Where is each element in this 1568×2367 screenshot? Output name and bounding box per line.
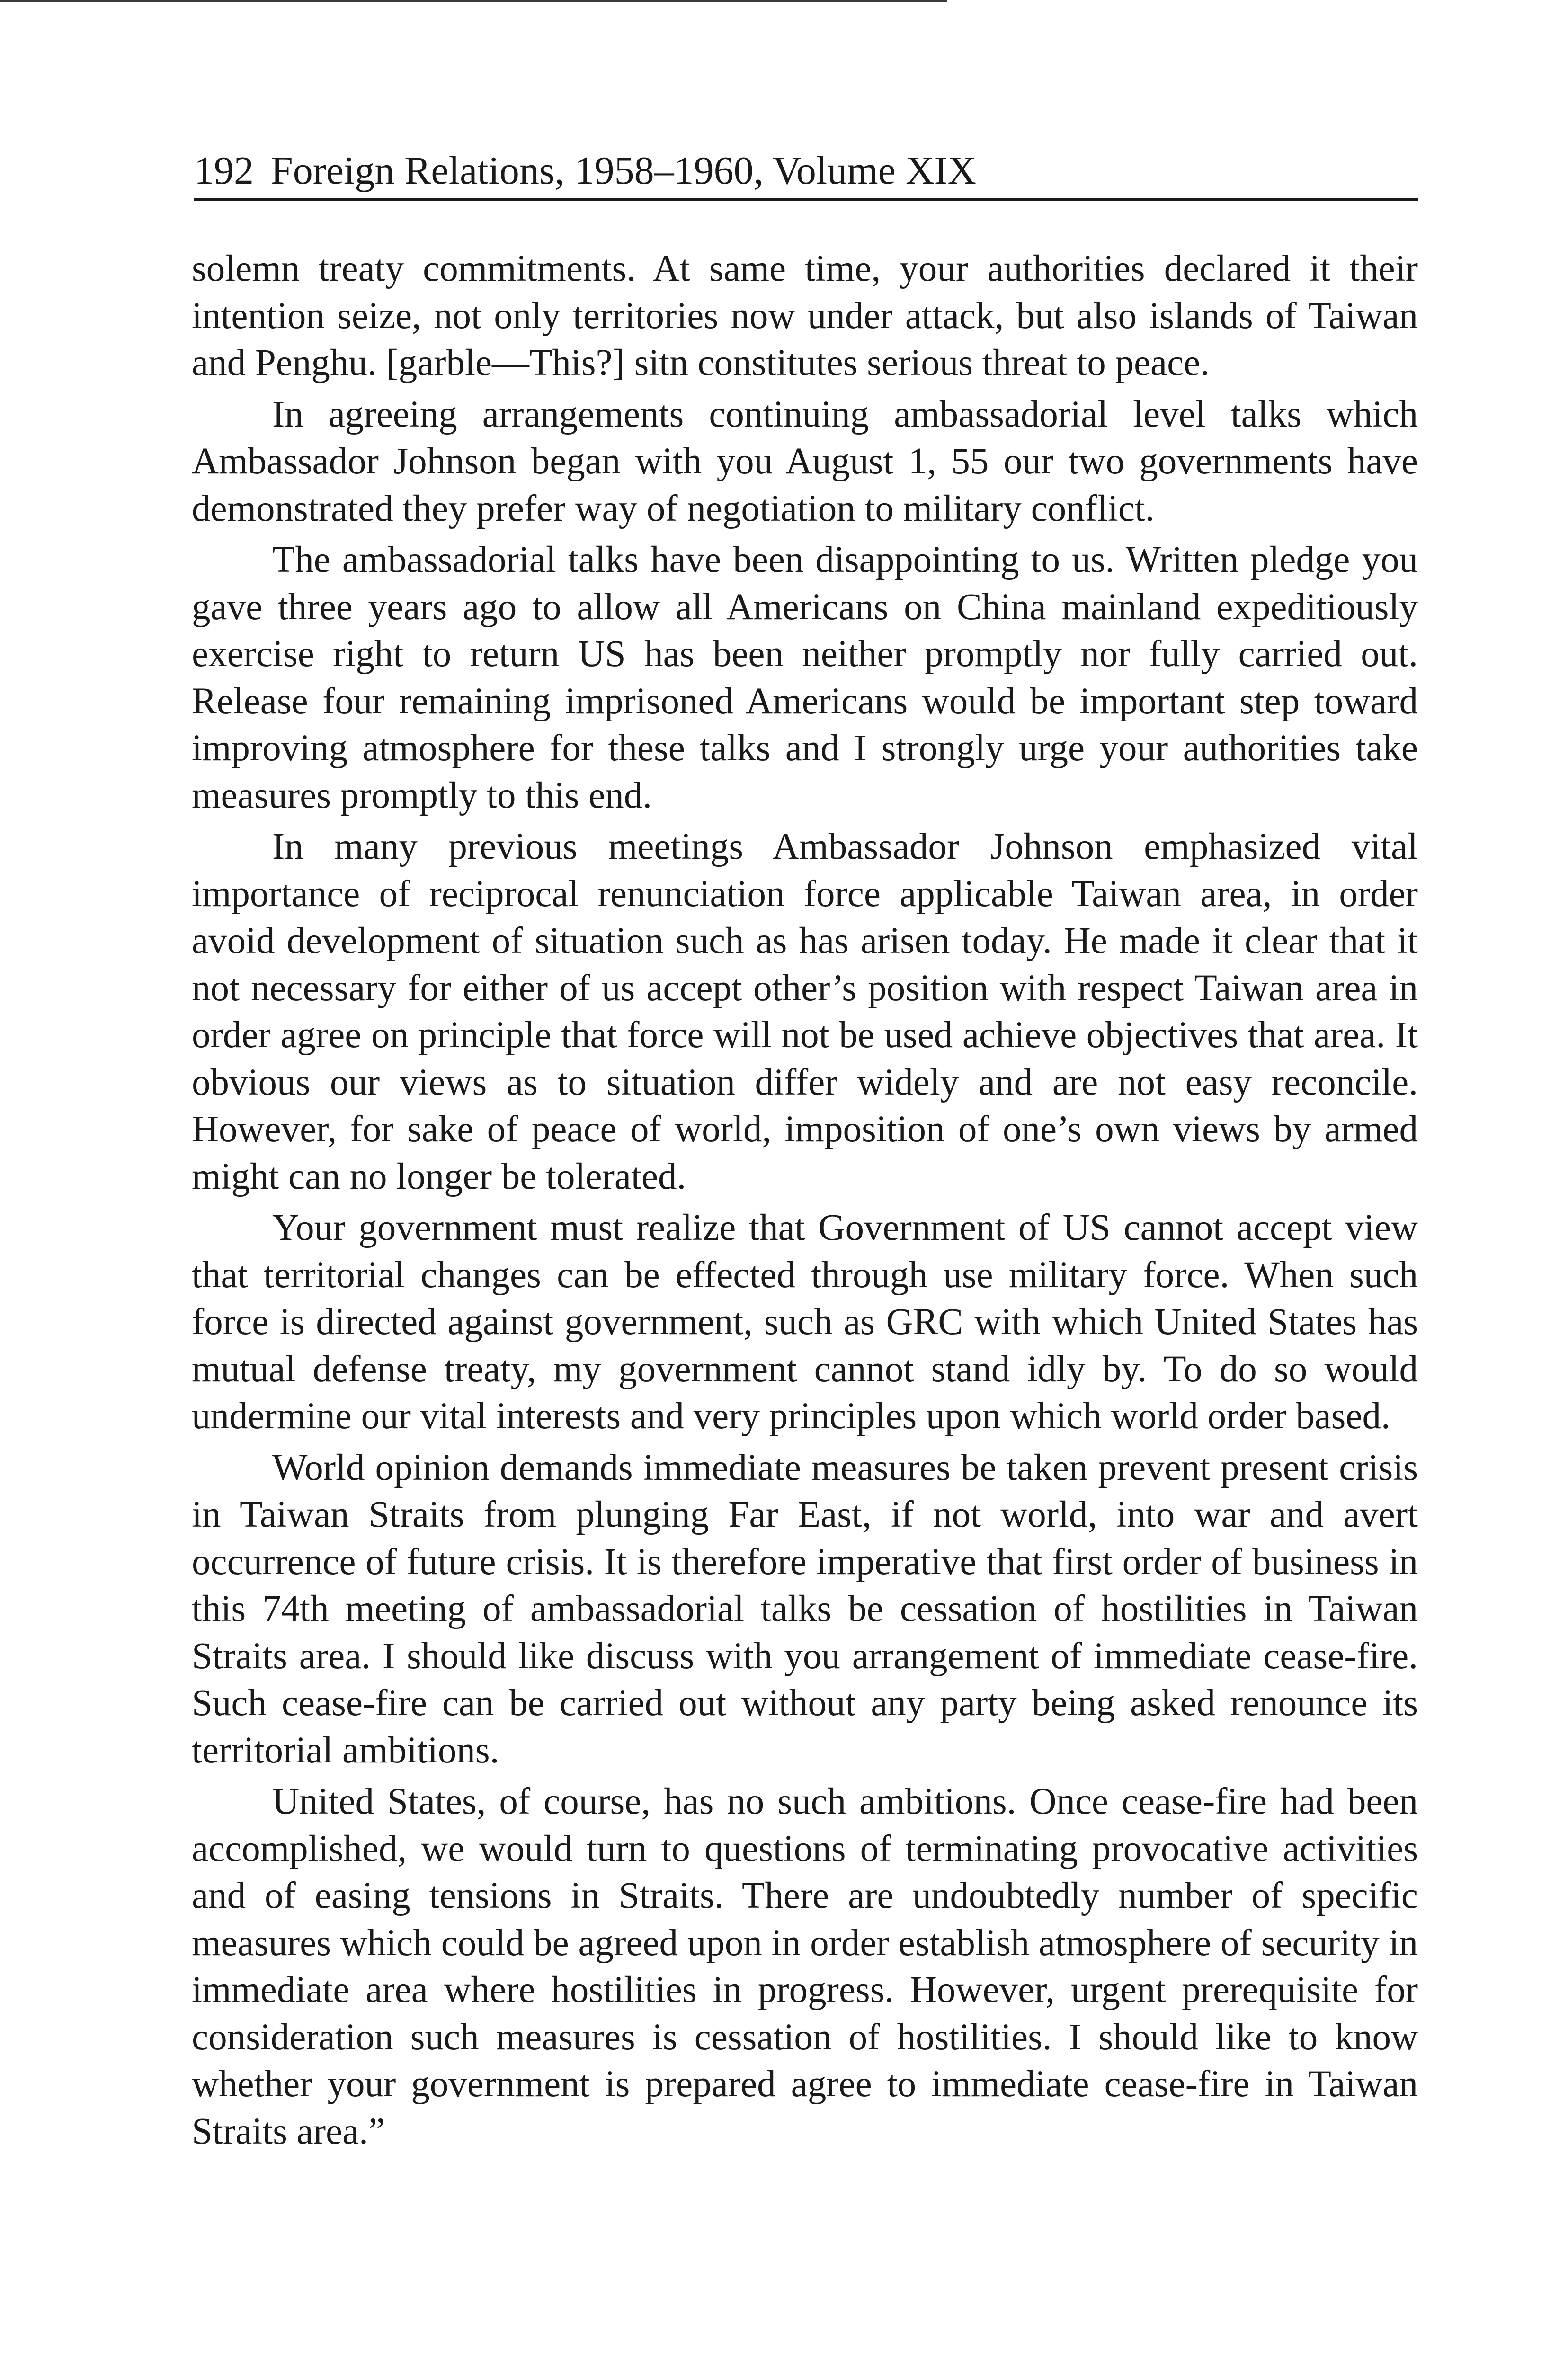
paragraph-territorial-changes: Your government must realize that Government of US cannot accept view that territorial changes can be effected through use military force. When such force is directed against government, such as GRC with which United States has mutual defense treaty, my government cannot stand idly by. To do so would undermine our vital interests and very principles upon which world order based. <box>192 1207 1418 1437</box>
paragraph-renunciation-of-force: In many previous meetings Ambassador Johnson emphasized vital importance of reciprocal renunciation force applicable Taiwan area, in order avoid development of situation such as has arisen today. He made it clear that it not necessary for either of us accept other’s position with respect Taiwan area in order agree on principle that force will not be used achieve objectives that area. It obvious our views as to situation differ widely and are not easy reconcile. However, for sake of peace of world, imposition of one’s own views by armed might can no longer be tolerated. <box>192 826 1418 1197</box>
running-head <box>194 151 976 191</box>
paragraph-negotiation: In agreeing arrangements continuing ambassadorial level talks which Ambassador Johnson began with you August 1, 55 our two governments have demonstrated they prefer way of negotiation to military conflict. <box>192 393 1418 529</box>
running-title: Foreign Relations, 1958–1960, Volume XIX <box>271 149 977 193</box>
paragraph-cease-fire-proposal: World opinion demands immediate measures be taken prevent present crisis in Taiwan Straits from plunging Far East, if not world, into war and avert occurrence of future crisis. It is therefore imperative that first order of business in this 74th meeting of ambassadorial talks be cessation of hostilities in Taiwan Straits area. I should like discuss with you arrangement of immediate cease-fire. Such cease-fire can be carried out without any party being asked renounce its territorial ambitions. <box>192 1447 1418 1771</box>
paragraph-continuation: solemn treaty commitments. At same time, your authorities declared it their intention seize, not only territories now under attack, but also islands of Taiwan and Penghu. [garble—This?] sitn constitutes serious threat to peace. <box>192 248 1418 383</box>
paragraph-disappointing-talks: The ambassadorial talks have been disappointing to us. Written pledge you gave three years ago to allow all Americans on China mainland expeditiously exercise right to return US has been neither promptly nor fully carried out. Release four remaining imprisoned Americans would be important step toward improving atmosphere for these talks and I strongly urge your authorities take measures promptly to this end. <box>192 539 1418 816</box>
scan-edge-rule <box>0 0 947 2</box>
body-text <box>192 245 1418 2155</box>
page-header <box>194 140 1418 201</box>
paragraph-easing-tensions: United States, of course, has no such ambitions. Once cease-fire had been accomplished, we would turn to questions of terminating provocative activities and of easing tensions in Straits. There are undoubtedly number of specific measures which could be agreed upon in order establish atmosphere of security in immediate area where hostilities in progress. However, urgent prerequisite for consideration such measures is cessation of hostilities. I should like to know whether your government is prepared agree to immediate cease-fire in Taiwan Straits area.” <box>192 1781 1418 2152</box>
page-number: 192 <box>194 149 254 193</box>
